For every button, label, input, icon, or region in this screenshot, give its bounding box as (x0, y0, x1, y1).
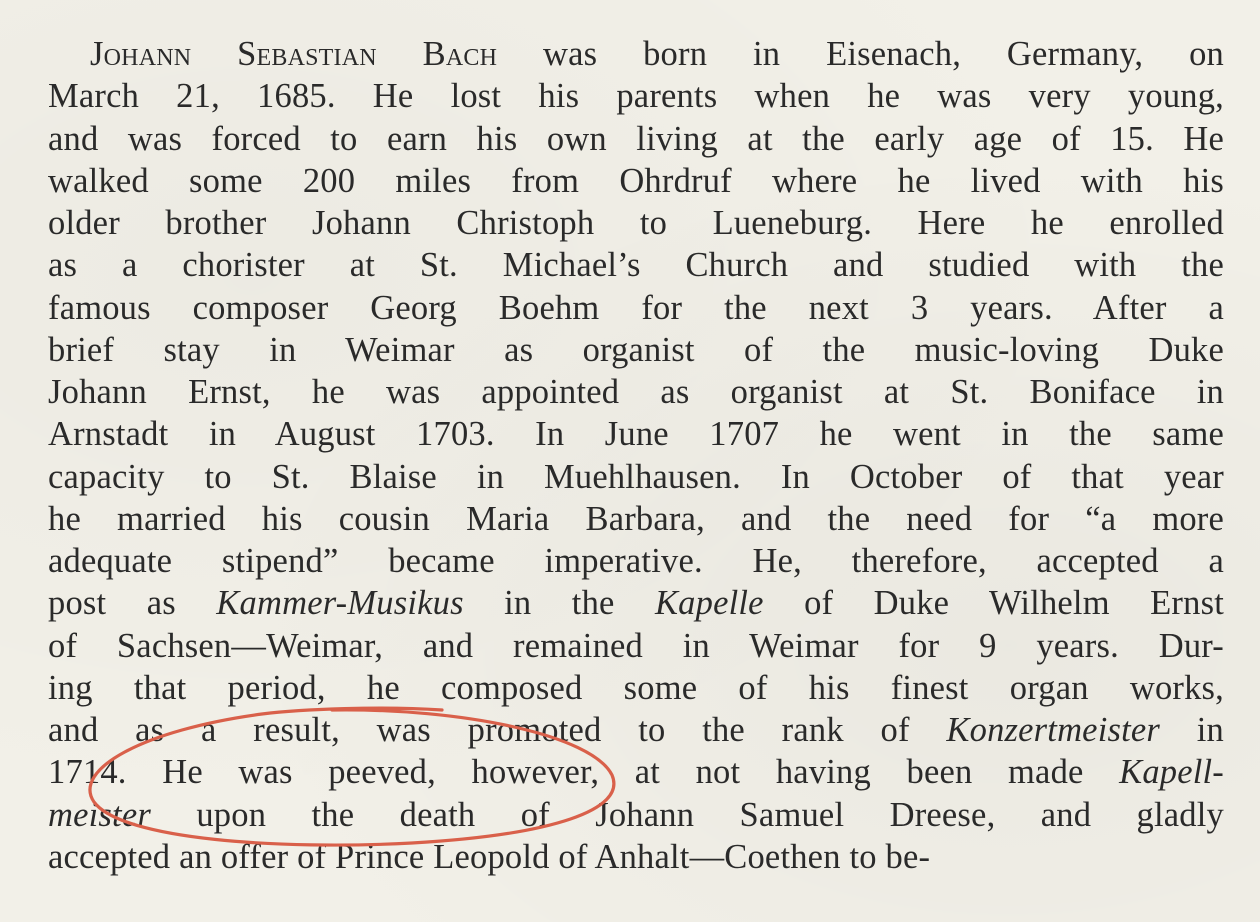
text-run: and was forced to earn his own living at the early age of 15. He (48, 119, 1224, 158)
text-run: famous composer Georg Boehm for the next 3 years. After a (48, 288, 1224, 327)
text-run: post as (48, 584, 217, 623)
text-run: walked some 200 miles from Ohrdruf where he lived with his (48, 161, 1224, 200)
italic-term: meister (48, 795, 151, 834)
text-run: March 21, 1685. He lost his parents when he was very young, (48, 77, 1224, 116)
text-line (48, 794, 1224, 836)
text-run: upon the death of Johann Samuel Dreese, and gladly (150, 795, 1224, 834)
text-line (48, 244, 1224, 286)
text-run: brief stay in Weimar as organist of the music-loving Duke (48, 330, 1224, 369)
text-line (48, 371, 1224, 413)
text-line (48, 709, 1224, 751)
text-line (48, 118, 1224, 160)
text-line (48, 202, 1224, 244)
text-run: he married his cousin Maria Barbara, and the need for “a more (48, 499, 1224, 538)
text-line (48, 75, 1224, 117)
text-run: accepted an offer of Prince Leopold of Anhalt—Coethen to be- (48, 837, 931, 876)
text-run: of Sachsen—Weimar, and remained in Weimar for 9 years. Dur- (48, 626, 1224, 665)
text-run: and as a result, was promoted to the rank of (48, 711, 947, 749)
author-name-smallcaps: Johann Sebastian Bach (90, 35, 498, 73)
text-run: ing that period, he composed some of his finest organ works, (48, 668, 1224, 707)
text-line (48, 160, 1224, 202)
text-run: older brother Johann Christoph to Lueneburg. Here he enrolled (48, 204, 1224, 242)
text-run: adequate stipend” became imperative. He, therefore, accepted a (48, 542, 1224, 580)
text-run: capacity to St. Blaise in Muehlhausen. In October of that year (48, 457, 1224, 496)
italic-term: Konzertmeister (946, 711, 1161, 749)
text-run: Johann Ernst, he was appointed as organist at St. Boniface in (48, 373, 1224, 411)
text-run: in the (463, 584, 655, 623)
text-run: was born in Eisenach, Germany, on (497, 35, 1224, 73)
text-line (48, 540, 1224, 582)
italic-term: Kapelle (654, 584, 764, 623)
italic-term: Kapell- (1119, 753, 1224, 792)
italic-term: Kammer-Musikus (216, 584, 464, 623)
text-line (48, 33, 1224, 75)
text-line (48, 582, 1224, 624)
text-line (48, 751, 1224, 793)
text-run: 1714. He was peeved, however, at not having been made (48, 753, 1120, 792)
text-run: as a chorister at St. Michael’s Church and studied with the (48, 246, 1224, 285)
text-run: of Duke Wilhelm Ernst (763, 584, 1224, 623)
text-line (48, 329, 1224, 371)
text-run: Arnstadt in August 1703. In June 1707 he went in the same (48, 415, 1224, 454)
text-line (48, 287, 1224, 329)
text-run: in (1160, 711, 1225, 749)
text-line (48, 456, 1224, 498)
text-line (48, 625, 1224, 667)
text-line (48, 667, 1224, 709)
text-line (48, 836, 1224, 878)
text-line (48, 413, 1224, 455)
text-line (48, 498, 1224, 540)
biography-paragraph (48, 33, 1224, 878)
